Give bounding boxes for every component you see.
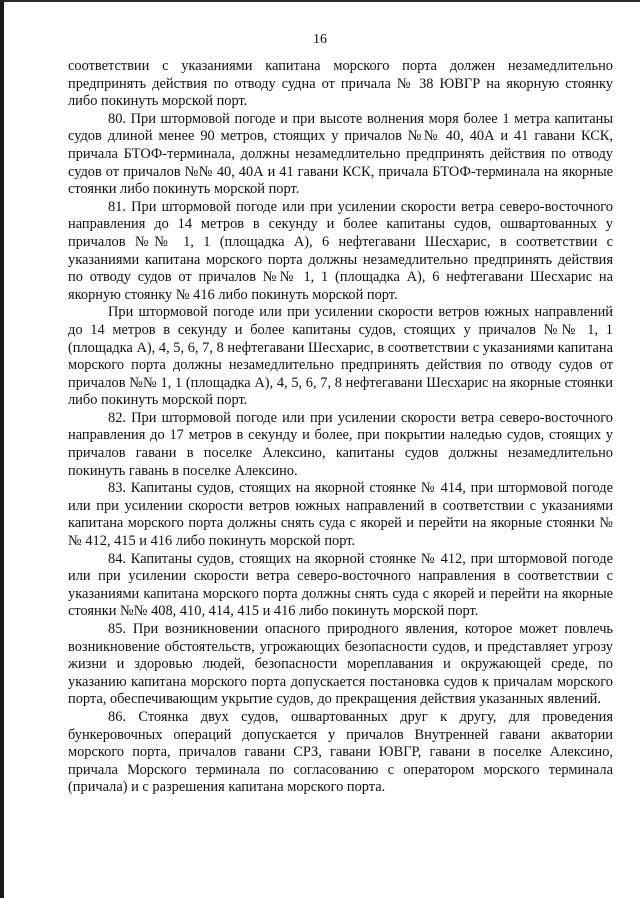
paragraph-81-southern-winds: При штормовой погоде или при усилении скорости ветров южных направлений до 14 метров в секунду и более капитаны судов, стоящих у причалов №№ 1, 1 (площадка А), 4, 5, 6, 7, 8 нефтегавани Шесхарис, в соответствии с указаниями капитана морского порта должны незамедлительно предпринять действия по отводу судов от причалов №№ 1, 1 (площадка А), 4, 5, 6, 7, 8 нефтегавани Шесхарис на якорные стоянки либо покинуть морской порт. [68,304,613,409]
paragraph-85: 85. При возникновении опасного природного явления, которое может повлечь возникновение обстоятельств, угрожающих безопасности судов, и представляет угрозу жизни и здоровью людей, безопасности мореплавания и окружающей среде, по указанию капитана морского порта допускается постановка судов к причалам морского порта, обеспечивающим укрытие судов, до прекращения действия указанных явлений. [68,621,613,708]
paragraph-80: 80. При штормовой погоде и при высоте волнения моря более 1 метра капитаны судов длиной менее 90 метров, стоящих у причалов №№ 40, 40А и 41 гавани КСК, причала БТОФ-терминала, должны незамедлительно предпринять действия по отводу судов от причалов №№ 40, 40А и 41 гавани КСК, причала БТОФ-терминала на якорные стоянки либо покинуть морской порт. [68,110,613,198]
scan-edge-left [0,0,4,898]
paragraph-81: 81. При штормовой погоде или при усилении скорости ветра северо-восточного направления до 14 метров в секунду и более капитаны судов, ошвартованных у причалов №№ 1, 1 (площадка А), 6 нефтегавани Шесхарис, в соответствии с указаниями капитана морского порта должны незамедлительно предпринять действия по отводу судов от причалов №№ 1, 1 (площадка А), 6 нефтегавани Шесхарис на якорную стоянку № 416 либо покинуть морской порт. [68,198,613,303]
paragraph-84: 84. Капитаны судов, стоящих на якорной стоянке № 412, при штормовой погоде или при усилении скорости ветра северо-восточного направления в соответствии с указаниями капитана морского порта должны снять суда с якорей и перейти на якорные стоянки №№ 408, 410, 414, 415 и 416 либо покинуть морской порт. [68,550,613,620]
paragraph-86: 86. Стоянка двух судов, ошвартованных друг к другу, для проведения бункеровочных операций допускается у причалов Внутренней гавани акватории морского порта, причалов гавани СРЗ, гавани ЮВГР, гавани в поселке Алексино, причала Морского терминала по согласованию с оператором морского терминала (причала) и с разрешения капитана морского порта. [68,708,613,796]
paragraph-continuation: соответствии с указаниями капитана морского порта должен незамедлительно предпринять действия по отводу судна от причала № 38 ЮВГР на якорную стоянку либо покинуть морской порт. [68,58,613,110]
document-body [68,58,613,797]
paragraph-82: 82. При штормовой погоде или при усилении скорости ветра северо-восточного направления до 17 метров в секунду и более, при покрытии наледью судов, стоящих у причалов гавани в поселке Алексино, капитаны судов должны незамедлительно покинуть гавань в поселке Алексино. [68,409,613,479]
paragraph-83: 83. Капитаны судов, стоящих на якорной стоянке № 414, при штормовой погоде или при усилении скорости ветров южных направлений в соответствии с указаниями капитана морского порта должны снять суда с якорей и перейти на якорные стоянки №№ 412, 415 и 416 либо покинуть морской порт. [68,480,613,550]
page-number: 16 [313,32,327,47]
scan-edge-top [0,0,640,2]
